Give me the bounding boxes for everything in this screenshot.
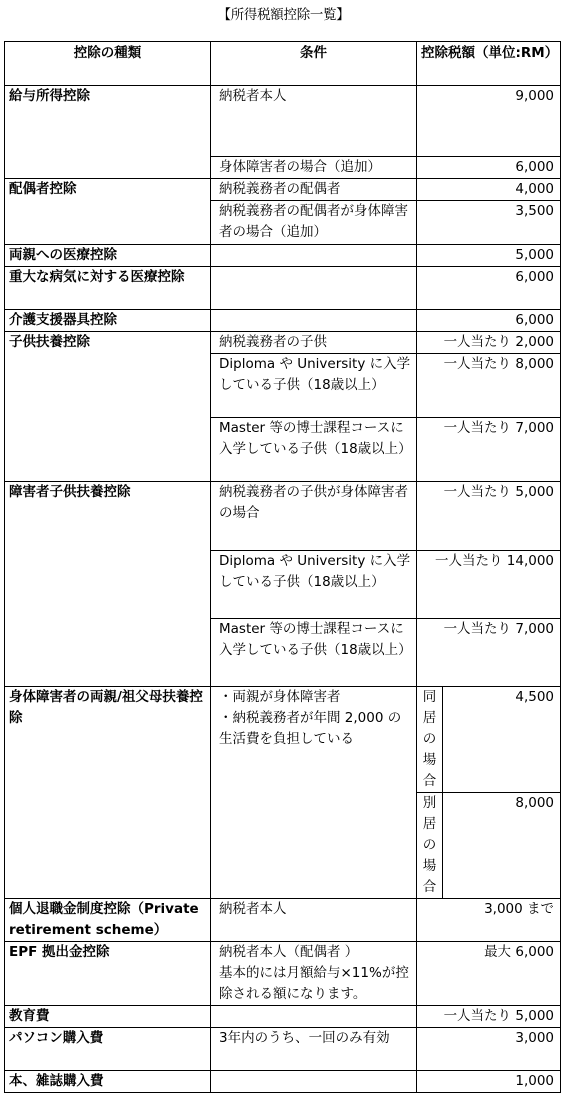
amount-cell: 一人当たり 8,000 xyxy=(417,354,561,418)
amount-cell: 一人当たり 5,000 xyxy=(417,482,561,551)
condition-cell xyxy=(211,942,417,1006)
table-row xyxy=(5,1028,561,1071)
header-type: 控除の種類 xyxy=(5,42,211,86)
condition-line: 納税者本人（配偶者 ） xyxy=(219,944,359,960)
condition-cell: 納税者本人 xyxy=(211,86,417,157)
amount-cell: 3,000 xyxy=(417,1028,561,1071)
table-row xyxy=(5,1006,561,1028)
deduction-name: 教育費 xyxy=(5,1006,211,1028)
amount-cell: 1,000 xyxy=(417,1071,561,1093)
deduction-name: 本、雑誌購入費 xyxy=(5,1071,211,1093)
amount-cell: 一人当たり 14,000 xyxy=(417,551,561,619)
amount-cell: 最大 6,000 xyxy=(417,942,561,1006)
amount-cell: 4,500 xyxy=(443,687,561,793)
condition-cell: Master 等の博士課程コースに入学している子供（18歳以上） xyxy=(211,418,417,482)
condition-cell: 身体障害者の場合（追加） xyxy=(211,157,417,179)
table-row xyxy=(5,179,561,201)
condition-cell xyxy=(211,267,417,310)
table-row xyxy=(5,1071,561,1093)
amount-cell: 8,000 xyxy=(443,793,561,899)
amount-cell: 一人当たり 5,000 xyxy=(417,1006,561,1028)
page-title: 【所得税額控除一覧】 xyxy=(217,7,350,23)
amount-cell: 6,000 xyxy=(417,157,561,179)
condition-cell xyxy=(211,1006,417,1028)
table-row xyxy=(5,482,561,551)
condition-cell xyxy=(211,310,417,332)
amount-cell: 6,000 xyxy=(417,310,561,332)
deduction-name: 給与所得控除 xyxy=(5,86,211,179)
condition-cell: 3年内のうち、一回のみ有効 xyxy=(211,1028,417,1071)
condition-cell: Diploma や University に入学している子供（18歳以上） xyxy=(211,551,417,619)
condition-cell: 納税者本人 xyxy=(211,899,417,942)
amount-cell: 6,000 xyxy=(417,267,561,310)
deduction-name: 個人退職金制度控除（Private retirement scheme） xyxy=(5,899,211,942)
deduction-name: 子供扶養控除 xyxy=(5,332,211,482)
amount-cell: 一人当たり 7,000 xyxy=(417,619,561,687)
condition-line: 基本的には月額給与×11%が控除される額になります。 xyxy=(219,965,409,1002)
condition-line: ・納税義務者が年間 2,000 の生活費を負担している xyxy=(219,710,402,747)
amount-cell: 9,000 xyxy=(417,86,561,157)
condition-cell: 納税義務者の子供 xyxy=(211,332,417,354)
deduction-name: 重大な病気に対する医療控除 xyxy=(5,267,211,310)
condition-cell: 納税義務者の配偶者 xyxy=(211,179,417,201)
amount-cell: 一人当たり 2,000 xyxy=(417,332,561,354)
deduction-name: 両親への医療控除 xyxy=(5,245,211,267)
table-row xyxy=(5,899,561,942)
deduction-name: EPF 拠出金控除 xyxy=(5,942,211,1006)
deduction-name: 介護支援器具控除 xyxy=(5,310,211,332)
table-row xyxy=(5,310,561,332)
table-row xyxy=(5,332,561,354)
residence-label: 同居の場合 xyxy=(417,687,443,793)
deduction-name: 身体障害者の両親/祖父母扶養控除 xyxy=(5,687,211,899)
condition-line: ・両親が身体障害者 xyxy=(219,689,341,705)
deduction-name: 障害者子供扶養控除 xyxy=(5,482,211,687)
table-row xyxy=(5,942,561,1006)
amount-cell: 5,000 xyxy=(417,245,561,267)
header-row xyxy=(5,42,561,86)
header-amount: 控除税額（単位:RM） xyxy=(417,42,561,86)
condition-cell: 納税義務者の子供が身体障害者の場合 xyxy=(211,482,417,551)
condition-cell: 納税義務者の配偶者が身体障害者の場合（追加） xyxy=(211,201,417,245)
condition-cell xyxy=(211,1071,417,1093)
condition-cell xyxy=(211,687,417,899)
amount-cell: 3,500 xyxy=(417,201,561,245)
amount-cell: 4,000 xyxy=(417,179,561,201)
residence-label: 別居の場合 xyxy=(417,793,443,899)
amount-cell: 一人当たり 7,000 xyxy=(417,418,561,482)
condition-cell: Master 等の博士課程コースに入学している子供（18歳以上） xyxy=(211,619,417,687)
amount-cell: 3,000 まで xyxy=(417,899,561,942)
deduction-name: 配偶者控除 xyxy=(5,179,211,245)
deduction-table xyxy=(4,41,561,1093)
table-row xyxy=(5,687,561,793)
table-row xyxy=(5,245,561,267)
table-row xyxy=(5,86,561,157)
table-row xyxy=(5,267,561,310)
header-condition: 条件 xyxy=(211,42,417,86)
condition-cell xyxy=(211,245,417,267)
condition-cell: Diploma や University に入学している子供（18歳以上） xyxy=(211,354,417,418)
deduction-name: パソコン購入費 xyxy=(5,1028,211,1071)
